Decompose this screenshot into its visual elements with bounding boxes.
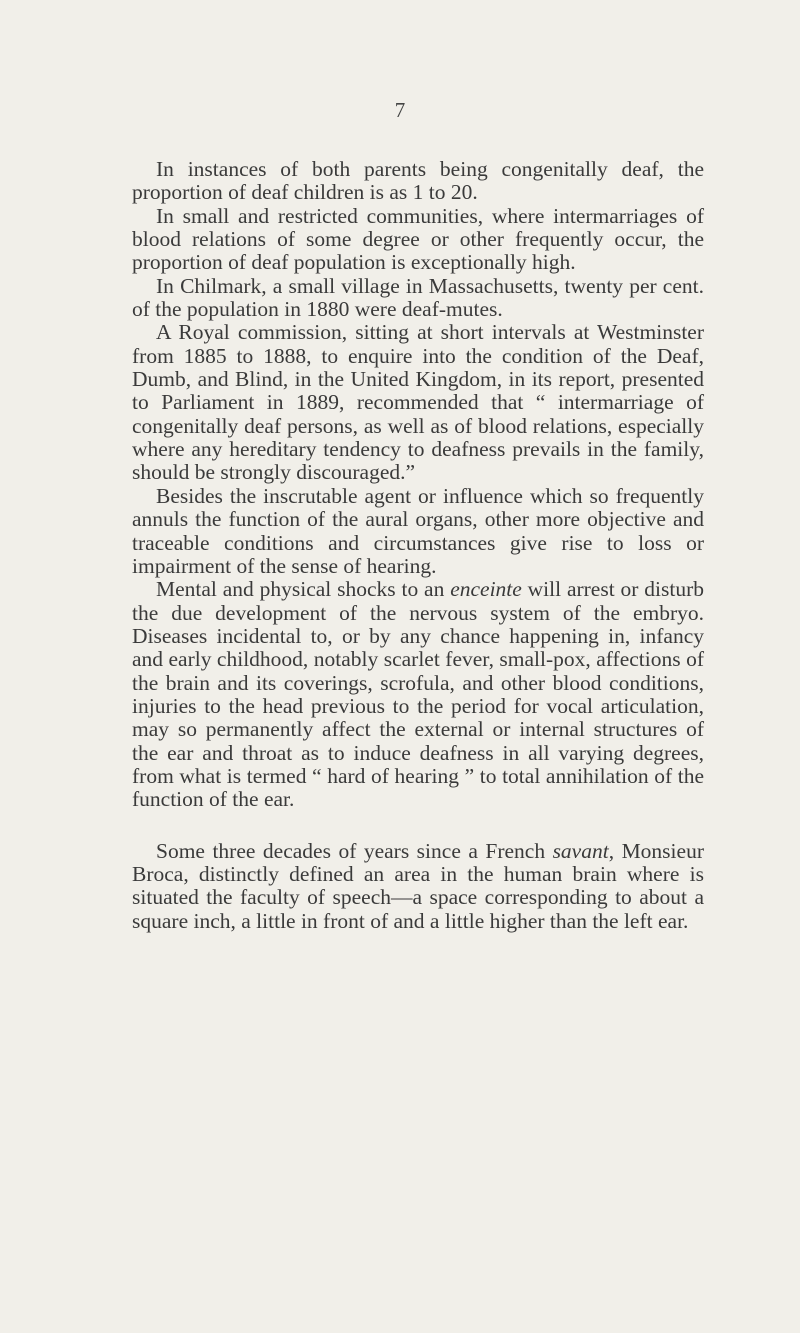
paragraph-text-after-italic: will arrest or disturb the due development of the nervous system of the embryo. Diseases incidental to, or by any chance happening in, infancy and early childhood, notably scarlet fever, small-pox, affections of the brain and its coverings, scrofula, and other blood conditions, injuries to the head previous to the period for vocal articulation, may so permanently affect the external or internal structures of the ear and throat as to induce deafness in all varying degrees, from what is termed “ hard of hearing ” to total annihilation of the function of the ear. bbox=[132, 577, 704, 812]
italic-term: enceinte bbox=[450, 577, 522, 602]
paragraph-text-before-italic: Mental and physical shocks to an bbox=[156, 577, 451, 602]
paragraph-chilmark: In Chilmark, a small village in Massachusetts, twenty per cent. of the population in 1880 were deaf-mutes. bbox=[132, 273, 704, 322]
paragraph-royal-commission: A Royal commission, sitting at short intervals at Westminster from 1885 to 1888, to enquire into the condition of the Deaf, Dumb, and Blind, in the United Kingdom, in its report, presented to Parliament in 1889, recommended that “ intermarriage of congenitally deaf persons, as well as of blood relations, especially where any hereditary tendency to deafness prevails in the family, should be strongly discouraged.” bbox=[132, 320, 704, 485]
paragraph-broca bbox=[132, 840, 704, 933]
paragraph-other-conditions: Besides the inscrutable agent or influence which so frequently annuls the function of the aural organs, other more objective and traceable conditions and circumstances give rise to loss or impairment of the sense of hearing. bbox=[132, 483, 704, 578]
page-number: 7 bbox=[394, 98, 406, 122]
paragraph-text-before-italic: Some three decades of years since a French bbox=[156, 838, 553, 863]
paragraph-restricted-communities: In small and restricted communities, where intermarriages of blood relations of some degree or other frequently occur, the proportion of deaf population is exceptionally high. bbox=[132, 203, 704, 275]
paragraph-parental-deafness: In instances of both parents being congenitally deaf, the proportion of deaf children is as 1 to 20. bbox=[132, 157, 704, 205]
italic-term: savant bbox=[552, 838, 609, 863]
paragraph-text-after-italic: , Monsieur Broca, distinctly defined an area in the human brain where is situated the faculty of speech—a space corresponding to about a square inch, a little in front of and a little higher than the left ear. bbox=[132, 838, 704, 933]
body-text bbox=[132, 158, 704, 933]
paragraph-shocks-and-diseases bbox=[132, 578, 704, 811]
